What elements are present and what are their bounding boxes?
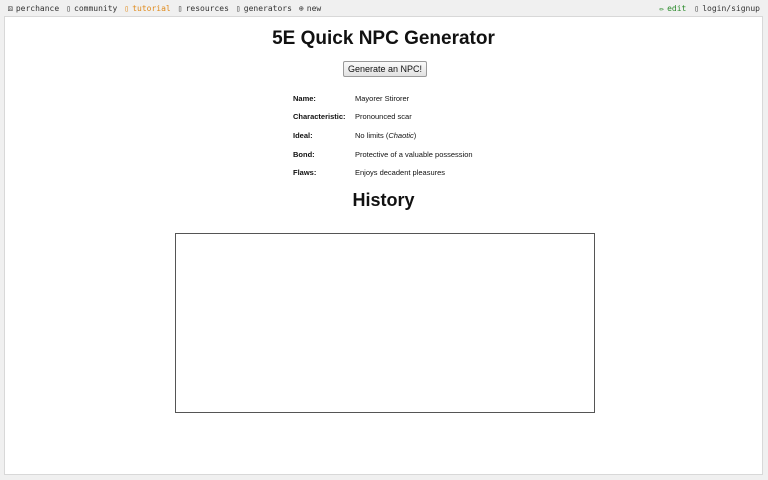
top-nav-bar [0,0,768,16]
ideal-alignment: Chaotic [388,130,414,140]
name-value: Mayorer Stirorer [355,93,410,103]
ideal-label: Ideal: [293,130,313,140]
nav-community-label: community [74,3,118,13]
ideal-close: ) [413,130,417,140]
characteristic-label: Characteristic: [293,112,346,122]
nav-resources-label: resources [185,3,229,13]
name-label: Name: [293,93,316,103]
nav-edit[interactable] [659,4,686,13]
pencil-icon: ✏ [659,3,665,13]
nav-login-label: login/signup [702,3,760,13]
nav-generators-label: generators [243,3,292,13]
npc-ideal-row [293,126,473,145]
nav-right [651,4,760,13]
nav-perchance-label: perchance [15,3,60,13]
nav-new[interactable] [299,4,321,13]
nav-tutorial-label: tutorial [132,3,171,13]
community-icon: ▯ [66,3,72,13]
flaws-label: Flaws: [293,168,317,178]
nav-resources[interactable] [178,4,229,13]
plus-circle-icon: ⊕ [298,3,304,13]
history-title: History [352,190,415,210]
npc-flaws-row [293,163,473,182]
flaws-value: Enjoys decadent pleasures [355,168,446,178]
npc-characteristic-row [293,108,473,127]
generators-icon: ▯ [235,3,241,13]
npc-name-row [293,89,473,108]
tutorial-icon: ▯ [124,3,130,13]
generator-card [4,16,763,475]
resources-icon: ▯ [177,3,183,13]
nav-community[interactable] [66,4,117,13]
nav-perchance[interactable] [8,4,59,13]
dice-icon: ⚄ [8,3,13,13]
nav-login[interactable] [694,4,760,13]
characteristic-value: Pronounced scar [355,112,412,122]
ideal-text: No limits ( [355,130,389,140]
npc-bond-row [293,145,473,164]
generate-npc-button[interactable]: Generate an NPC! [343,61,427,77]
npc-details [293,89,473,182]
nav-tutorial[interactable] [124,4,170,13]
user-icon: ▯ [694,3,700,13]
nav-generators[interactable] [236,4,292,13]
nav-edit-label: edit [667,3,687,13]
page-title: 5E Quick NPC Generator [272,28,495,49]
nav-new-label: new [306,3,322,13]
nav-left [8,4,328,13]
bond-value: Protective of a valuable possession [355,149,473,159]
ideal-value [355,131,416,140]
bond-label: Bond: [293,149,315,159]
history-textarea[interactable] [175,233,595,413]
